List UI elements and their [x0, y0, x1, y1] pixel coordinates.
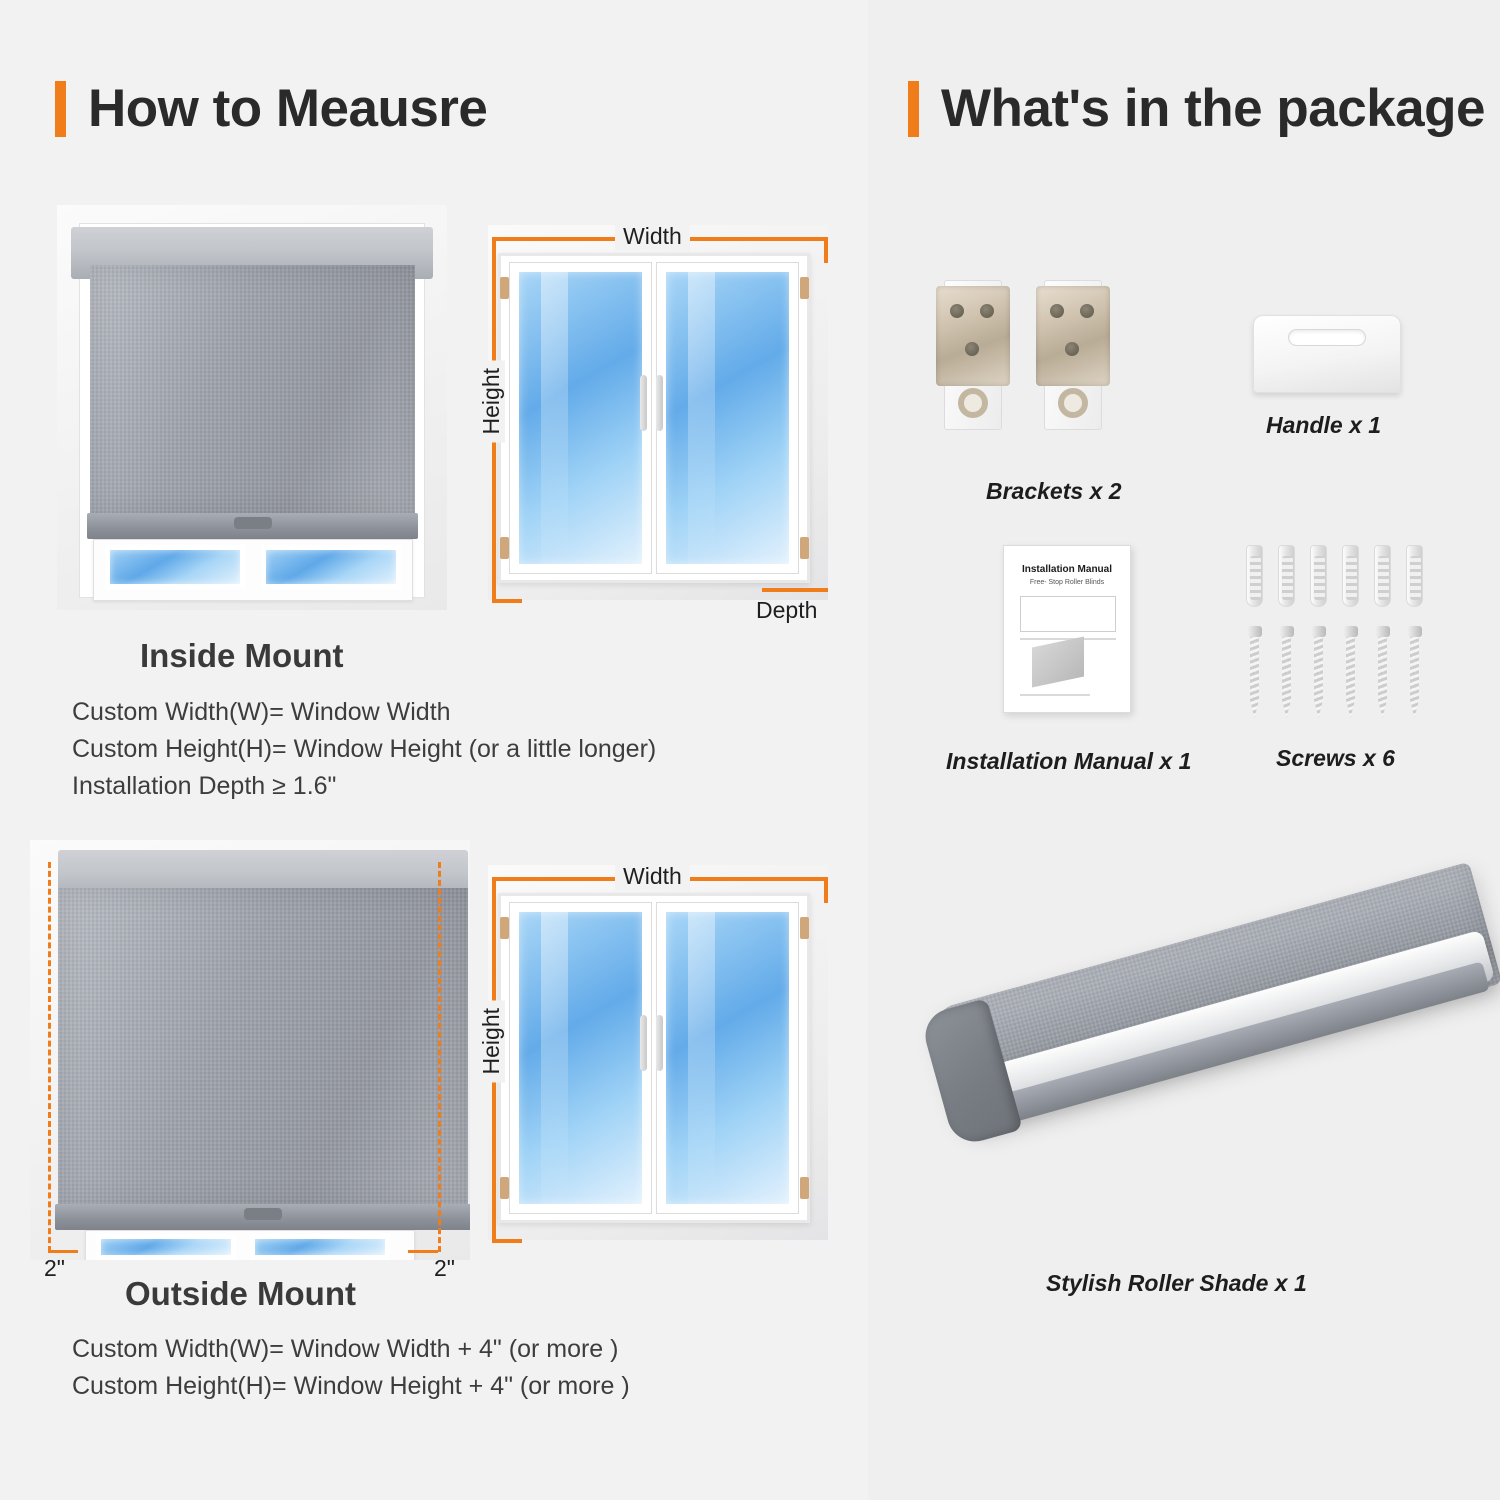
manual-cover-subtitle: Free- Stop Roller Blinds	[1029, 579, 1105, 586]
screw-5	[1375, 626, 1390, 718]
accent-bar-icon-2	[908, 81, 919, 137]
heading-measure-text: How to Meausre	[88, 79, 488, 138]
shade-pull-handle-outside[interactable]	[244, 1208, 282, 1220]
screw-6	[1407, 626, 1422, 718]
screw-shaft-4	[1346, 637, 1355, 718]
screw-4	[1343, 626, 1358, 718]
shade-fabric	[90, 265, 415, 515]
outside-spec-1: Custom Width(W)= Window Width + 4" (or more )	[72, 1335, 619, 1363]
hinge-bottom-left-icon	[500, 537, 509, 559]
shade-fabric-outside	[58, 888, 468, 1208]
inside-spec-1: Custom Width(W)= Window Width	[72, 698, 451, 726]
screw-shaft-3	[1314, 637, 1323, 718]
inside-mount-dimension-diagram	[470, 205, 840, 625]
height-label: Height	[478, 360, 505, 442]
glass-pane-left	[105, 545, 245, 589]
hinge-bottom-right-outside-icon	[800, 1177, 809, 1199]
brackets-caption: Brackets x 2	[986, 478, 1122, 504]
roller-shade-product-render	[928, 905, 1500, 1245]
bracket-hole-d	[1050, 304, 1064, 318]
heading-how-to-measure	[55, 78, 487, 139]
glass-pane-right-outside	[250, 1234, 390, 1260]
outside-mount-dimension-diagram	[470, 845, 840, 1265]
manual-cover-illustration	[1032, 636, 1084, 687]
height-tick-bottom-outside	[492, 1239, 522, 1243]
screw-shaft-1	[1250, 637, 1259, 718]
bracket-hole-a	[950, 304, 964, 318]
overhang-line-right	[408, 1250, 438, 1253]
wall-anchor-3	[1310, 545, 1327, 607]
right-panel-package-contents	[868, 0, 1500, 1500]
heading-package-text: What's in the package	[941, 79, 1486, 138]
hinge-top-left-outside-icon	[500, 917, 509, 939]
wall-anchor-4	[1342, 545, 1359, 607]
outside-mount-photo	[30, 840, 470, 1260]
wall-anchor-2	[1278, 545, 1295, 607]
bracket-part-2	[1036, 280, 1110, 438]
inside-spec-3: Installation Depth ≥ 1.6"	[72, 772, 337, 800]
sash-handle-left-outside-icon[interactable]	[640, 1015, 647, 1071]
accent-bar-icon	[55, 81, 66, 137]
bracket-metal-2	[1036, 286, 1110, 386]
outside-spec-2: Custom Height(H)= Window Height + 4" (or more )	[72, 1372, 630, 1400]
sash-handle-left-icon[interactable]	[640, 375, 647, 431]
inside-mount-title: Inside Mount	[140, 637, 344, 674]
overhang-line-left	[48, 1250, 78, 1253]
depth-label: Depth	[756, 597, 818, 623]
width-tick-right	[824, 237, 828, 263]
handle-grip-slot	[1288, 329, 1366, 346]
bracket-part-1	[936, 280, 1010, 438]
wall-anchor-5	[1374, 545, 1391, 607]
roller-shade-caption: Stylish Roller Shade x 1	[1046, 1270, 1307, 1296]
screw-shaft-6	[1410, 637, 1419, 718]
wall-anchor-6	[1406, 545, 1423, 607]
inside-spec-2: Custom Height(H)= Window Height (or a little longer)	[72, 735, 657, 763]
sash-handle-right-icon[interactable]	[656, 375, 663, 431]
manual-cover-box	[1020, 596, 1116, 632]
handle-caption: Handle x 1	[1266, 412, 1382, 438]
overhang-guide-left-inner	[48, 862, 51, 1252]
bracket-ring-1	[958, 388, 988, 418]
hinge-top-right-icon	[800, 277, 809, 299]
overhang-label-right: 2"	[434, 1255, 455, 1281]
shade-bottomrail-outside	[55, 1204, 470, 1230]
screw-head-2	[1279, 626, 1294, 637]
screw-head-5	[1375, 626, 1390, 637]
hinge-bottom-left-outside-icon	[500, 1177, 509, 1199]
installation-manual-caption: Installation Manual x 1	[946, 748, 1192, 774]
diagram-sash-right-outside	[657, 903, 798, 1213]
inside-mount-photo	[57, 205, 447, 610]
width-label: Width	[615, 223, 690, 250]
manual-cover-line-2	[1020, 694, 1090, 696]
bracket-metal-1	[936, 286, 1010, 386]
bracket-hole-e	[1080, 304, 1094, 318]
diagram-sash-left-outside	[510, 903, 651, 1213]
screw-shaft-2	[1282, 637, 1291, 718]
hinge-top-left-icon	[500, 277, 509, 299]
screw-head-1	[1247, 626, 1262, 637]
screw-head-3	[1311, 626, 1326, 637]
wall-anchor-1	[1246, 545, 1263, 607]
bracket-hole-c	[965, 342, 979, 356]
shade-bottomrail	[87, 513, 418, 539]
glass-pane-left-outside	[96, 1234, 236, 1260]
sash-handle-right-outside-icon[interactable]	[656, 1015, 663, 1071]
shade-pull-handle[interactable]	[234, 517, 272, 529]
screw-shaft-5	[1378, 637, 1387, 718]
overhang-guide-right-inner	[438, 862, 441, 1252]
width-label-outside: Width	[615, 863, 690, 890]
hinge-bottom-right-icon	[800, 537, 809, 559]
diagram-sash-right	[657, 263, 798, 573]
screw-2	[1279, 626, 1294, 718]
bracket-hole-f	[1065, 342, 1079, 356]
screw-head-4	[1343, 626, 1358, 637]
screw-head-6	[1407, 626, 1422, 637]
height-tick-bottom	[492, 599, 522, 603]
screw-3	[1311, 626, 1326, 718]
diagram-sash-left	[510, 263, 651, 573]
height-label-outside: Height	[478, 1000, 505, 1082]
depth-measure-line	[762, 588, 828, 592]
screw-1	[1247, 626, 1262, 718]
width-tick-right-outside	[824, 877, 828, 903]
hinge-top-right-outside-icon	[800, 917, 809, 939]
heading-whats-in-package	[908, 78, 1485, 139]
glass-pane-right	[261, 545, 401, 589]
outside-mount-title: Outside Mount	[125, 1275, 356, 1312]
screws-caption: Screws x 6	[1276, 745, 1395, 771]
bracket-hole-b	[980, 304, 994, 318]
bracket-ring-2	[1058, 388, 1088, 418]
overhang-label-left: 2"	[44, 1255, 65, 1281]
installation-manual-part	[1003, 545, 1131, 713]
manual-cover-title: Installation Manual	[1021, 564, 1112, 575]
handle-part	[1253, 315, 1401, 393]
